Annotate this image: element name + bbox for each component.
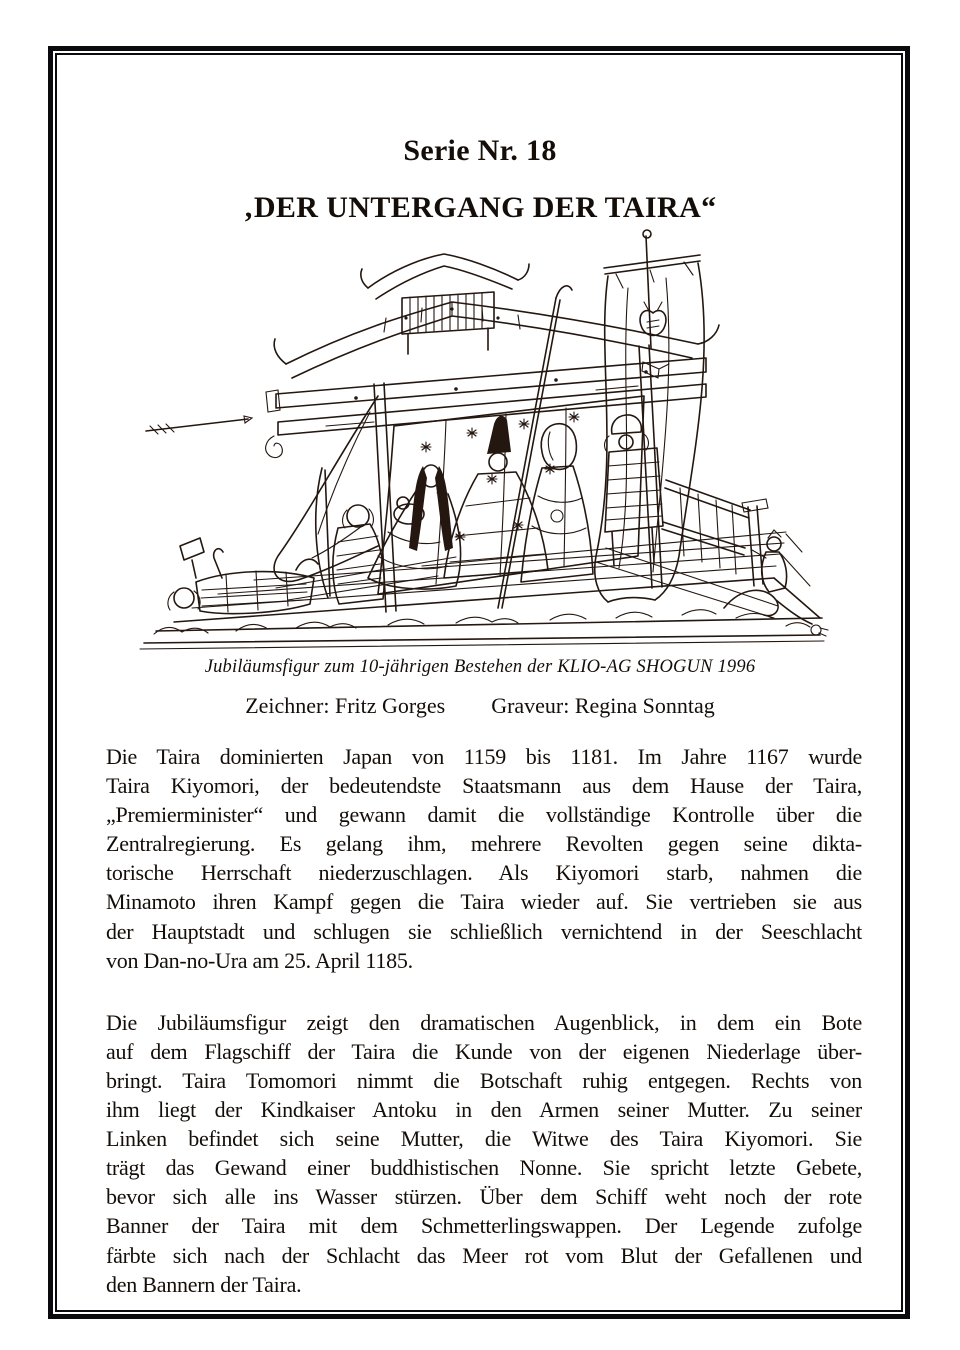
text-line: Die Jubiläumsfigur zeigt den dramatischen Augenblick, in dem ein Bote [106, 1009, 862, 1035]
text-line: bevor sich alle ins Wasser stürzen. Über dem Schiff weht noch der rote [106, 1184, 862, 1210]
paragraph-figure-description [106, 1008, 862, 1299]
text-line: Die Taira dominierten Japan von 1159 bis 1181. Im Jahre 1167 wurde [106, 744, 862, 769]
text-line: trägt das Gewand einer buddhistischen Nonne. Sie spricht letzte Gebete, [106, 1155, 862, 1181]
text-line: Minamoto ihren Kampf gegen die Taira wieder auf. Sie vertrieben sie aus [106, 889, 862, 915]
text-line: Banner der Taira mit dem Schmetterlingswappen. Der Legende zufolge [106, 1213, 862, 1239]
text-line: auf dem Flagschiff der Taira die Kunde von der eigenen Niederlage über- [106, 1038, 862, 1064]
credit-graveur: Graveur: Regina Sonntag [491, 693, 715, 718]
butterfly-crest [640, 302, 669, 378]
text-line: Taira Kiyomori, der bedeutendste Staatsmann aus dem Hause der Taira, [106, 773, 862, 799]
arrow [146, 419, 248, 431]
fallen-samurai [168, 538, 318, 614]
text-line: Zentralregierung. Es gelang ihm, mehrere Revolten gegen seine dikta- [106, 831, 862, 857]
paragraph-history [106, 742, 862, 975]
page-title: ‚DER UNTERGANG DER TAIRA“ [243, 191, 717, 224]
text-line: ihm liegt der Kindkaiser Antoku in den Armen seiner Mutter. Zu seiner [106, 1097, 862, 1123]
canopy-structure [266, 345, 706, 612]
text-line: färbte sich nach der Schlacht das Meer rot vom Blut der Gefallenen und [106, 1242, 862, 1268]
figure-credits [0, 693, 960, 719]
body-text [106, 742, 862, 1299]
figures [146, 286, 787, 614]
figure-caption: Jubiläumsfigur zum 10-jährigen Bestehen der KLIO-AG SHOGUN 1996 [204, 657, 756, 677]
text-line: von Dan-no-Ura am 25. April 1185. [106, 947, 413, 973]
text-line: bringt. Taira Tomomori nimmt die Botschaft ruhig entgegen. Rechts von [106, 1067, 862, 1093]
text-line: Linken befindet sich seine Mutter, die Witwe des Taira Kiyomori. Sie [106, 1126, 862, 1152]
text-line: der Hauptstadt und schlugen sie schließlich vernichtend in der Seeschlacht [106, 918, 862, 944]
ship-deck [156, 532, 822, 631]
credit-zeichner: Zeichner: Fritz Gorges [245, 693, 446, 718]
text-line: torische Herrschaft niederzuschlagen. Als Kiyomori starb, nahmen die [106, 860, 862, 886]
climbing-figure [752, 530, 787, 592]
kneeling-samurai [316, 468, 384, 604]
series-title: Serie Nr. 18 [403, 134, 557, 167]
text-line: den Bannern der Taira. [106, 1271, 302, 1297]
text-line: „Premierminister“ und gewann damit die vollständige Kontrolle über die [106, 802, 862, 828]
taira-flagship-illustration [126, 226, 838, 658]
